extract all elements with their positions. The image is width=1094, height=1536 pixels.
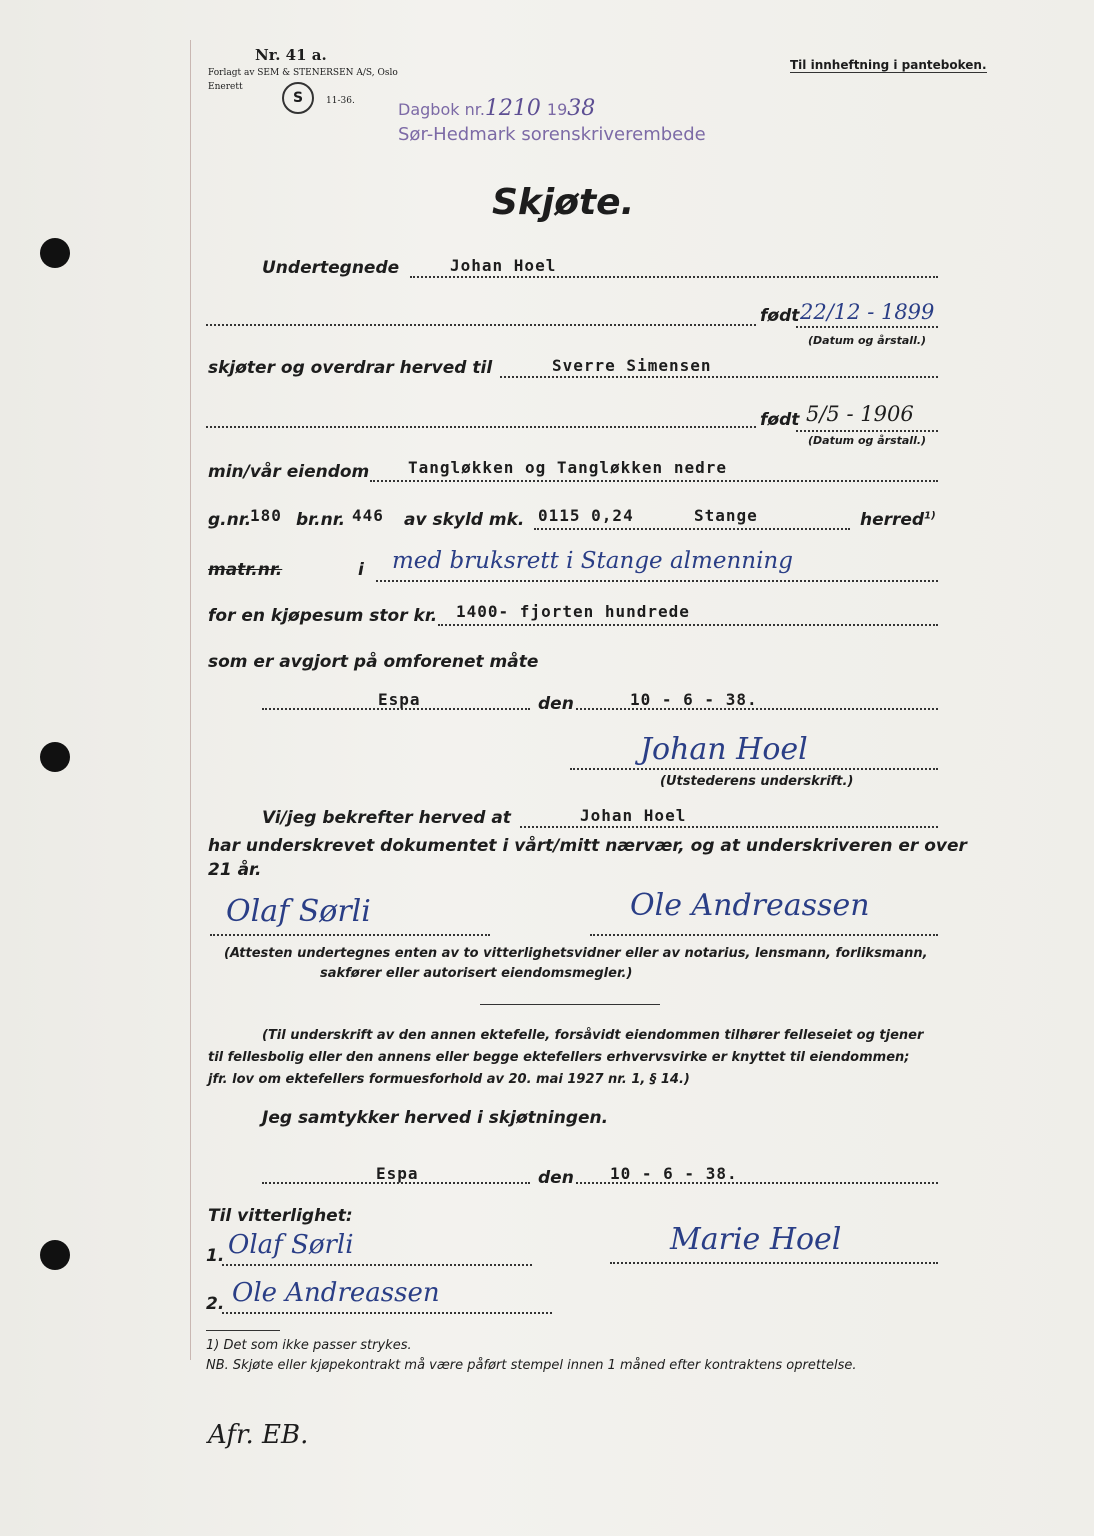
top-right-note: Til innheftning i panteboken.	[790, 58, 987, 72]
place-1: Espa	[378, 690, 421, 709]
herred-label: herred$^{1)}$	[860, 510, 936, 530]
dotted-line	[534, 528, 850, 530]
witness-signature-2: Ole Andreassen	[630, 888, 870, 923]
bekrefter-value: Johan Hoel	[580, 806, 687, 825]
herred-value: Stange	[694, 506, 758, 525]
brnr-value: 446	[352, 506, 384, 525]
brnr-label: br.nr.	[296, 510, 346, 530]
gnr-label: g.nr.	[208, 510, 252, 530]
buyer-name: Sverre Simensen	[552, 356, 712, 375]
issuer-signature: Johan Hoel	[640, 732, 808, 767]
divider	[206, 1330, 280, 1331]
vitterlighet-label: Til vitterlighet:	[208, 1206, 353, 1226]
spouse-note: (Til underskrift av den annen ektefelle, forsåvidt eiendommen tilhører felleseiet og tjener	[262, 1028, 924, 1043]
publisher-date: 11-36.	[326, 96, 355, 106]
spouse-signature: Marie Hoel	[670, 1222, 842, 1257]
consent-text: Jeg samtykker herved i skjøtningen.	[262, 1108, 609, 1128]
kjopesum-value: 1400- fjorten hundrede	[456, 602, 690, 621]
place-2: Espa	[376, 1164, 419, 1183]
dotted-line	[370, 480, 938, 482]
den-label: den	[538, 1168, 574, 1188]
datum-arstall-caption: (Datum og årstall.)	[808, 434, 927, 447]
seller-name: Johan Hoel	[450, 256, 557, 275]
footnote-nb: NB. Skjøte eller kjøpekontrakt må være påført stempel innen 1 måned efter kontraktens oprettelse.	[206, 1358, 857, 1373]
dotted-line	[438, 624, 938, 626]
attestation-note: (Attesten undertegnes enten av to vitterlighetsvidner eller av notarius, lensmann, forliksmann,	[224, 946, 928, 961]
skjoter-label: skjøter og overdrar herved til	[208, 358, 493, 378]
attestation-note: sakfører eller autorisert eiendomsmegler.)	[320, 966, 633, 981]
stamp-office: Sør-Hedmark sorenskriverembede	[398, 124, 706, 145]
den-label: den	[538, 694, 574, 714]
date-2: 10 - 6 - 38.	[610, 1164, 738, 1183]
gnr-value: 180	[250, 506, 282, 525]
skyld-label: av skyld mk.	[404, 510, 525, 530]
dotted-line	[210, 934, 490, 936]
dotted-line	[376, 580, 938, 582]
attestation-text: har underskrevet dokumentet i vårt/mitt nærvær, og at underskriveren er over	[208, 836, 967, 856]
buyer-birthdate: 5/5 - 1906	[806, 402, 914, 426]
witness-number-2: 2.	[206, 1294, 225, 1314]
dotted-line	[796, 430, 938, 432]
seller-birthdate: 22/12 - 1899	[800, 300, 935, 324]
punch-hole	[40, 238, 70, 268]
dotted-line	[222, 1264, 532, 1266]
dotted-line	[520, 826, 938, 828]
bekrefter-label: Vi/jeg bekrefter herved at	[262, 808, 511, 828]
stamp-dagbok: Dagbok nr.1210 1938	[398, 96, 596, 121]
eiendom-label: min/vår eiendom	[208, 462, 370, 482]
divider	[480, 1004, 660, 1005]
publisher-line: Forlagt av SEM & STENERSEN A/S, Oslo	[208, 68, 398, 78]
punch-hole	[40, 1240, 70, 1270]
dotted-line	[500, 376, 938, 378]
dotted-line	[590, 934, 938, 936]
margin-line	[190, 40, 191, 1360]
witness-signature-1: Olaf Sørli	[226, 894, 371, 929]
skyld-value: 0115 0,24	[538, 506, 634, 525]
property-name: Tangløkken og Tangløkken nedre	[408, 458, 727, 477]
dotted-line	[410, 276, 938, 278]
handwritten-note: Afr. EB.	[208, 1420, 309, 1450]
dotted-line	[222, 1312, 552, 1314]
spouse-note: jfr. lov om ektefellers formuesforhold av 20. mai 1927 nr. 1, § 14.)	[208, 1072, 690, 1087]
kjopesum-label: for en kjøpesum stor kr.	[208, 606, 438, 626]
matrnr-label: matr.nr.	[208, 560, 283, 580]
spouse-witness-signature-2: Ole Andreassen	[232, 1278, 440, 1308]
footnote-1: 1) Det som ikke passer strykes.	[206, 1338, 412, 1353]
dotted-line	[796, 326, 938, 328]
form-number: Nr. 41 a.	[255, 46, 327, 64]
dotted-line	[570, 768, 938, 770]
i-label: i	[358, 560, 364, 580]
dotted-line	[206, 426, 756, 428]
datum-arstall-caption: (Datum og årstall.)	[808, 334, 927, 347]
date-1: 10 - 6 - 38.	[630, 690, 758, 709]
undertegnede-label: Undertegnede	[262, 258, 400, 278]
page-title: Skjøte.	[492, 182, 635, 223]
spouse-note: til fellesbolig eller den annens eller begge ektefellers erhvervsvirke er knyttet til eiendommen;	[208, 1050, 910, 1065]
publisher-enerett: Enerett	[208, 82, 243, 92]
matr-value: med bruksrett i Stange almenning	[392, 548, 793, 574]
dotted-line	[610, 1262, 938, 1264]
dotted-line	[206, 324, 756, 326]
fodt-label: født	[760, 306, 800, 326]
attestation-text: 21 år.	[208, 860, 262, 880]
omforenet-label: som er avgjort på omforenet måte	[208, 652, 539, 672]
punch-hole	[40, 742, 70, 772]
fodt-label: født	[760, 410, 800, 430]
witness-number-1: 1.	[206, 1246, 225, 1266]
issuer-caption: (Utstederens underskrift.)	[660, 774, 854, 789]
publisher-logo-icon: S	[282, 82, 314, 114]
spouse-witness-signature-1: Olaf Sørli	[228, 1230, 354, 1260]
